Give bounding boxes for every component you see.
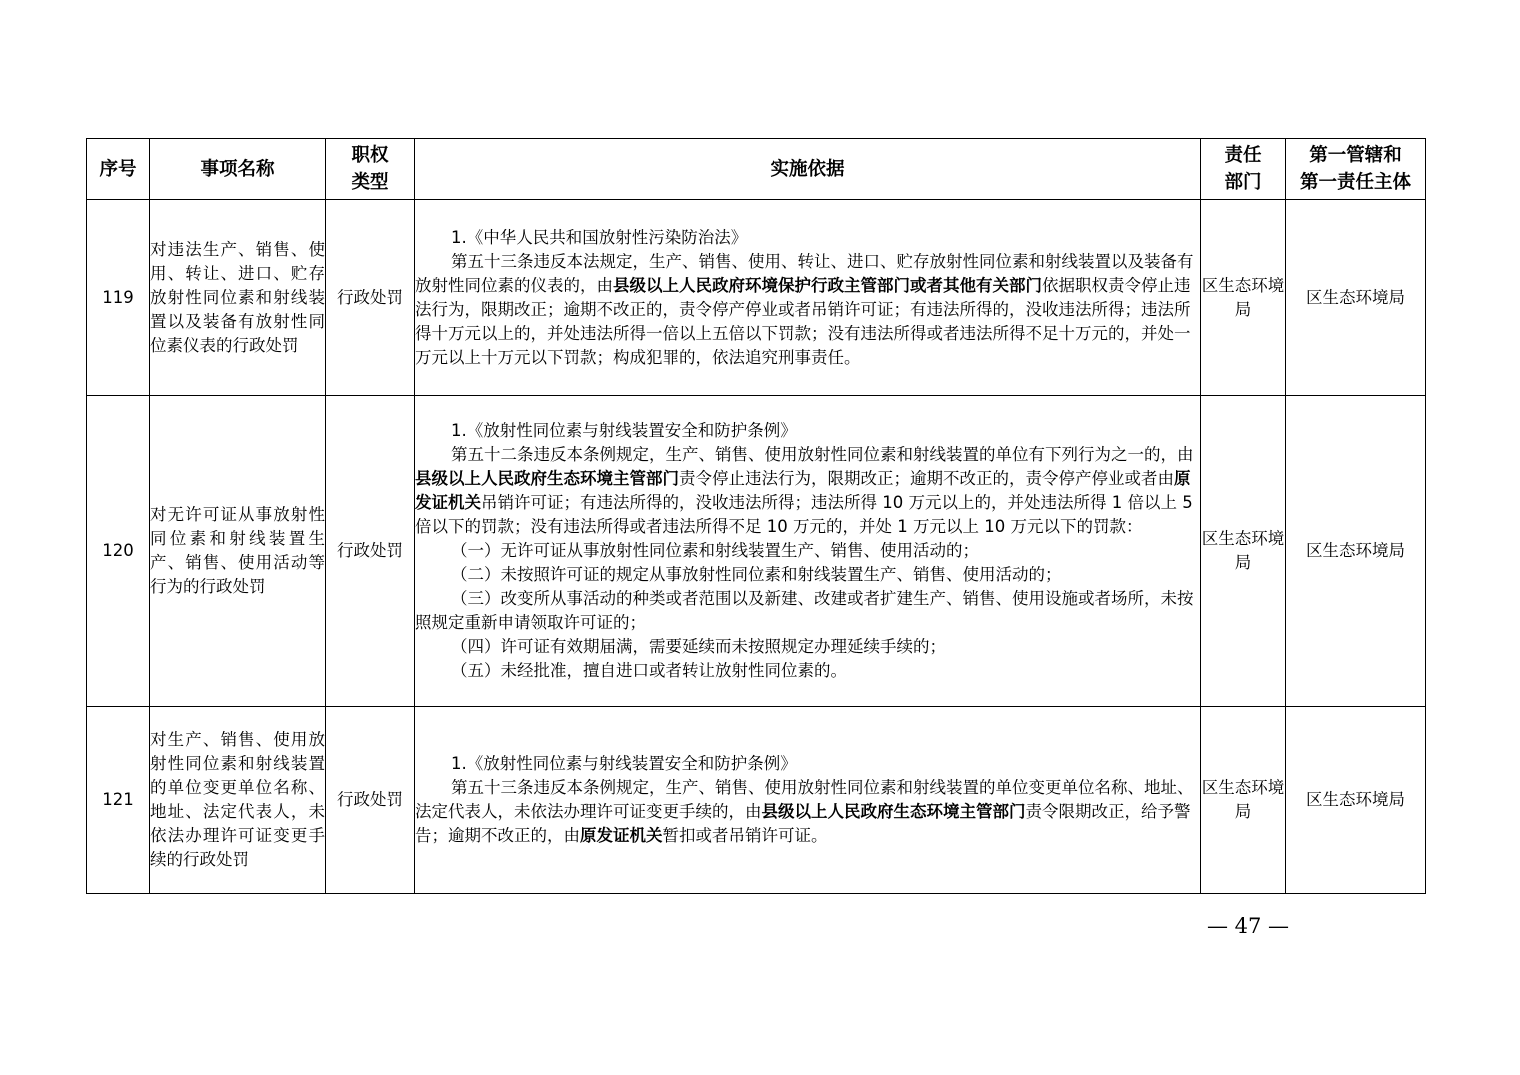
basis-authority: 县级以上人民政府生态环境主管部门 — [761, 802, 1026, 821]
basis-list-item: （五）未经批准，擅自进口或者转让放射性同位素的。 — [451, 661, 847, 680]
row-first-subject: 区生态环境局 — [1286, 396, 1426, 707]
row-seq: 120 — [87, 396, 150, 707]
row-power-type: 行政处罚 — [326, 200, 415, 396]
basis-law-title: 1.《放射性同位素与射线装置安全和防护条例》 — [451, 421, 797, 440]
basis-article-text: 依据职权责令停止违法行为，限期改正；逾期不改正的，责令停产停业或者吊销许可证；有违法所得的，没收违法所得；违法所得十万元以上的，并处违法所得一倍以上五倍以下罚款；没有违法所得或者违法所得不足十万元的，并处一万元以上十万元以下罚款；构成犯罪的，依法追究刑事责任。 — [415, 275, 1191, 367]
basis-list-item: （一）无许可证从事放射性同位素和射线装置生产、销售、使用活动的； — [451, 541, 979, 560]
table-row — [87, 200, 1426, 396]
basis-article-text: 吊销许可证；有违法所得的，没收违法所得；违法所得 10 万元以上的，并处违法所得 1 倍以上 5 倍以下的罚款；没有违法所得或者违法所得不足 10 万元的，并处 1 万元以上 10 万元以下的罚款： — [415, 493, 1193, 536]
header-dept-line1: 责任 — [1224, 145, 1262, 166]
basis-list-item: （二）未按照许可证的规定从事放射性同位素和射线装置生产、销售、使用活动的； — [451, 565, 1062, 584]
basis-law-title: 1.《中华人民共和国放射性污染防治法》 — [451, 227, 748, 247]
header-type — [326, 139, 415, 200]
row-first-subject: 区生态环境局 — [1286, 707, 1426, 894]
row-item-name: 对无许可证从事放射性同位素和射线装置生产、销售、使用活动等行为的行政处罚 — [150, 396, 326, 707]
row-responsible-dept: 区生态环境局 — [1201, 707, 1286, 894]
header-basis: 实施依据 — [415, 139, 1201, 200]
basis-list-item: （四）许可证有效期届满，需要延续而未按照规定办理延续手续的； — [451, 637, 946, 656]
header-subject-line1: 第一管辖和 — [1309, 145, 1402, 166]
row-basis — [415, 200, 1201, 396]
basis-list-item: （三）改变所从事活动的种类或者范围以及新建、改建或者扩建生产、销售、使用设施或者场所，未按照规定重新申请领取许可证的； — [415, 589, 1194, 632]
header-subject-line2: 第一责任主体 — [1299, 172, 1411, 193]
basis-article — [415, 250, 1200, 370]
row-responsible-dept: 区生态环境局 — [1201, 396, 1286, 707]
basis-article — [415, 443, 1200, 539]
header-dept-line2: 部门 — [1224, 172, 1262, 193]
basis-authority: 县级以上人民政府生态环境主管部门 — [415, 469, 679, 488]
basis-article-text: 第五十三条违反本法规定，生产、销售、使用、转让、进口、贮存放射性同位素和射线装置以及装备有放射性同位素的仪表的，由 — [415, 251, 1194, 295]
header-type-line1: 职权 — [351, 145, 389, 166]
basis-authority: 县级以上人民政府环境保护行政主管部门或者其他有关部门 — [613, 275, 1042, 295]
row-seq: 121 — [87, 707, 150, 894]
row-item-name: 对生产、销售、使用放射性同位素和射线装置的单位变更单位名称、地址、法定代表人，未依法办理许可证变更手续的行政处罚 — [150, 707, 326, 894]
basis-article-text: 第五十二条违反本条例规定，生产、销售、使用放射性同位素和射线装置的单位有下列行为之一的，由 — [451, 445, 1194, 464]
row-power-type: 行政处罚 — [326, 707, 415, 894]
row-basis — [415, 396, 1201, 707]
header-type-line2: 类型 — [351, 172, 389, 193]
row-item-name: 对违法生产、销售、使用、转让、进口、贮存放射性同位素和射线装置以及装备有放射性同位素仪表的行政处罚 — [150, 200, 326, 396]
table-header-row — [87, 139, 1426, 200]
row-seq: 119 — [87, 200, 150, 396]
basis-article-text: 责令限期改正，给予警告；逾期不改正的，由 — [415, 802, 1191, 845]
enforcement-items-table — [86, 138, 1426, 894]
basis-article-text: 暂扣或者吊销许可证。 — [662, 826, 828, 845]
header-name: 事项名称 — [150, 139, 326, 200]
basis-article-text: 第五十三条违反本条例规定，生产、销售、使用放射性同位素和射线装置的单位变更单位名称、地址、法定代表人，未依法办理许可证变更手续的，由 — [415, 778, 1194, 821]
row-responsible-dept: 区生态环境局 — [1201, 200, 1286, 396]
header-dept — [1201, 139, 1286, 200]
header-subject — [1286, 139, 1426, 200]
row-first-subject: 区生态环境局 — [1286, 200, 1426, 396]
basis-article — [415, 776, 1200, 848]
row-power-type: 行政处罚 — [326, 396, 415, 707]
basis-article-text: 责令停止违法行为，限期改正；逾期不改正的，责令停产停业或者由 — [679, 469, 1174, 488]
page-number: — 47 — — [1206, 914, 1290, 938]
header-seq: 序号 — [87, 139, 150, 200]
basis-law-title: 1.《放射性同位素与射线装置安全和防护条例》 — [451, 754, 797, 773]
table-row — [87, 707, 1426, 894]
basis-authority: 原发证机关 — [415, 469, 1191, 512]
row-basis — [415, 707, 1201, 894]
basis-authority: 原发证机关 — [580, 826, 663, 845]
table-row — [87, 396, 1426, 707]
